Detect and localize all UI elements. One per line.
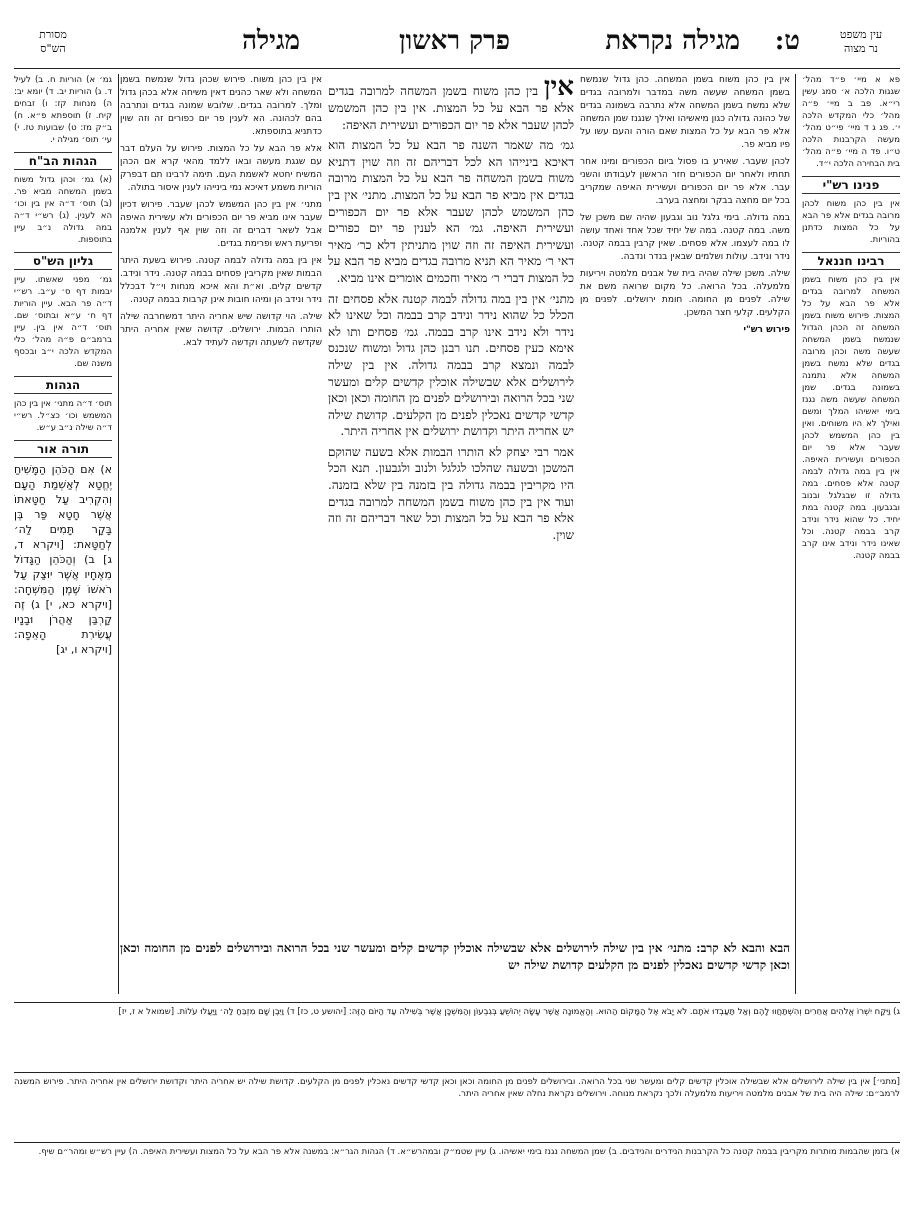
- footnote-mishnah-commentary: [מתני׳] אין בין שילה לירושלים אלא שבשילה אוכלין קדשים קלים ומעשר שני בכל הרואה. ובירושלים לפנים מן החומה וכאן וכאן קדשי קדשים נאכלין לפנים מן הקלעים. קדושת שילה יש אחריה היתר וקדושת ירושלים אין אחריה היתר. פירוש המשנה לרמב״ם: שילה היה בית של אבנים מלמטה ויריעות מלמעלה ולכך נקראת מנוחה. וירושלים נקראת נחלה שאין אחריה היתר.: [14, 1077, 900, 1099]
- rashi-margin-heading: פנינו רש"י: [802, 176, 900, 194]
- footnote-divider-2: [14, 1072, 900, 1073]
- tosafot-paragraph: אלא פר הבא על כל המצות. פירוש על העלם דבר עם שגגת מעשה ובאו ללמד מהאי קרא אם הכהן המשיח יחטא לאשמת העם. תימה לרבינו תם דבפרק הוריות משמע דאיכא נמי בינייהו לענין איסור בתולה.: [120, 144, 322, 193]
- rabbeinu-chananel-text: אין בין כהן משוח בשמן המשחה למרובה בגדים אלא פר הבא על כל המצות. פירוש משוח בשמן המשחה זה הכהן הגדול שנמשח בשמן המשחה שעשה משה וכהן מרובה בגדים שלא נמשח בשמן המשחה אלא נתמנה בשמונה בגדים. שמן המשחה שעשה משה נגנז בימי יאשיהו המלך ומשם ואילך לא היו משוחים. ואין בין כהן המשמש לכהן שעבר אלא פר יום הכפורים ועשירית האיפה. אין בין במה גדולה לבמה קטנה אלא פסחים. במה גדולה זו שבגלגל ובנוב ובגבעון. במה קטנה במת יחיד. כל שהוא נידר ונידב קרב בבמה קטנה. וכל שאינו נידר ונידב אינו קרב בבמה קטנה.: [802, 275, 900, 561]
- rashi-column: [580, 74, 790, 994]
- rashi-paragraph: אין בין כהן משוח בשמן המשחה. כהן גדול שנמשח בשמן המשחה שעשה משה במדבר ולמרובה בגדים שלא נמשח בשמן המשחה אלא נתרבה בשמונה בגדים של כהונה גדולה כגון מיאשיהו ואילך שנגנז שמן המשחה אלא פר הבא על כל המצות שאם הורה והעם עשו על פיו מביא פר.: [580, 75, 790, 150]
- gilyon-hashas-text: גמ׳ מפני שאשתו. עיין יבמות דף ס׳ ע״ב. רש״י ד״ה פר הבא. עיין הוריות דף ח׳ ע״א ובתוס׳ שם. תוס׳ ד״ה אין בין. עיין ברמב״ם פ״ה מהל׳ כלי המקדש הלכה י״ב ובכסף משנה שם.: [14, 275, 112, 369]
- header-divider: [14, 68, 900, 69]
- footnote-divider: [14, 1002, 900, 1003]
- mishnah-opening: [328, 74, 574, 133]
- masoret-hashas-text: גמ׳ א) הוריות ח. ב) לעיל ד. ג) הוריות יב. ד) יומא יב: ה) מנחות קז: ו) זבחים קיח. ז) תוספתא פ״א. ח) ב״ק מז: ט) שבועות טז. י) עי׳ תוס׳ מגילה י.: [14, 75, 112, 145]
- left-margin-rule: [118, 74, 119, 994]
- ein-mishpat-text: פא א מיי׳ פ״ד מהל׳ שגגות הלכה א׳ סמג עשין רי״א. פב ב מיי׳ פ״ה מהל׳ כלי המקדש הלכה י׳. פג ג ד מיי׳ פי״ט מהל׳ מעשה הקרבנות הלכה ט״ו. פד ה מיי׳ פ״ה מהל׳ בית הבחירה הלכה י״ד.: [802, 75, 900, 169]
- opening-word: אין: [543, 74, 574, 102]
- tosafot-column: [120, 74, 322, 934]
- gemara-paragraph: אמר רבי יצחק לא הותרו הבמות אלא בשעה שהוקם המשכן ובשעה שהלכו לגלגל ולנוב ולגבעון. תנא הכל היו מקריבין בבמה גדולה בין בזמנה בין שלא בזמנה. ועוד אין בין כהן משוח בשמן המשחה למרובה בגדים אלא פר הבא על כל המצות וכל שאר דבריהם זה וזה שוין.: [328, 444, 574, 542]
- footnote-verses: ג) וַיִּקַּח יִשְׁרוֹ אֱלֹהִים אֲחֵרִים וְהִשְׁתַּחֲווּ לָהֶם וְאַל תַּעַבְדוּ אֹתָם. לֹא יָבֹא אֶל הַמָּקוֹם הַהוּא. וְהָאֱמוּנָה אֲשֶׁר עָשָׂה יְהוֹשֻׁעַ בְּגִבְעוֹן וְהַמִּשְׁכָּן אֲשֶׁר בְּשִׁילֹה עַד הַיּוֹם הַזֶּה: [יהושע ט, כז] ד) וַיִּבֶן שָׁם מִזְבֵּחַ לַה׳ וַיַּעֲלוּ עֹלוֹת. [שמואל א ז, יז]: [118, 1007, 900, 1017]
- mishnah-text: בין כהן משוח בשמן המשחה למרובה בגדים אלא פר הבא על כל המצות. אין בין כהן המשמש לכהן שעבר אלא פר יום הכפורים ועשירית האיפה:: [328, 84, 574, 132]
- chapter-title: פרק ראשון: [398, 26, 510, 56]
- gilyon-hashas-heading: גליון הש"ס: [14, 252, 112, 270]
- footnote-divider-3: [14, 1142, 900, 1143]
- rashi-paragraph: שילה. משכן שילה שהיה בית של אבנים מלמטה ויריעות מלמעלה. בכל הרואה. כל מקום שרואה משם את שילה. לפנים מן החומה. חומת ירושלים. לפנים מן הקלעים. קלעי חצר המשכן.: [580, 269, 790, 318]
- tosafot-paragraph: מתני׳ אין בין כהן המשמש לכהן שעבר. פירוש דכיון שעבר אינו מביא פר יום הכפורים ולא עשירית האיפה אבל לשאר דברים זה וזה שוין אף לענין אלמנה ופריעת ראש ופרימת בגדים.: [120, 200, 322, 249]
- masoret-corner-label: מסורת הש"ס: [39, 28, 67, 55]
- gemara-column: [328, 74, 574, 934]
- left-margin-column: [14, 74, 112, 994]
- tosafot-paragraph: שילה. הוי קדושה שיש אחריה היתר דמשחרבה שילה הותרו הבמות. ירושלים. קדושה שאין אחריה היתר שקדשה לשעתה וקדשה לעתיד לבא.: [120, 312, 322, 348]
- page-header: [14, 22, 900, 68]
- ein-mishpat-corner-label: עין משפט נר מצוה: [839, 28, 883, 55]
- hagahot-bach-text: (א) גמ׳ וכהן גדול משוח בשמן המשחה מביא פר. (ב) תוס׳ ד״ה אין בין וכו׳ הא לענין. (ג) רש״י ד״ה במה גדולה נ״ב עיין בתוספות.: [14, 175, 112, 245]
- rashi-heading: פירוש רש"י: [743, 325, 790, 335]
- torah-or-heading: תורה אור: [14, 440, 112, 458]
- rashi-paragraph: לכהן שעבר. שאירע בו פסול ביום הכפורים ומינו אחר תחתיו ולאחר יום הכפורים חזר הראשון לעבודתו והשני עבר. אלא פר יום הכפורים ועשירית האיפה שמקריב בכל יום מחצה בבקר ומחצה בערב.: [580, 157, 790, 206]
- right-margin-column: [802, 74, 900, 994]
- torah-or-text: א) אִם הַכֹּהֵן הַמָּשִׁיחַ יֶחֱטָא לְאַשְׁמַת הָעָם וְהִקְרִיב עַל חַטָּאתוֹ אֲשֶׁר חָטָא פַּר בֶּן בָּקָר תָּמִים לַה׳ לְחַטָּאת: [ויקרא ד, ג] ב) וְהַכֹּהֵן הַגָּדוֹל מֵאֶחָיו אֲשֶׁר יוּצַק עַל רֹאשׁוֹ שֶׁמֶן הַמִּשְׁחָה: [ויקרא כא, י] ג) זֶה קָרְבַּן אַהֲרֹן וּבָנָיו עֲשִׂירִת הָאֵפָה: [ויקרא ו, יג]: [14, 463, 112, 656]
- tractate-name: מגילה: [242, 26, 300, 56]
- gemara-paragraph: גמ׳ מה שאמר השנה פר הבא על כל המצות הוא דאיכא בינייהו הא לכל דבריהם זה וזה שוין דתניא משוח בשמן המשחה פר הבא על כל המצות מרובה בגדים אין מביא פר הבא על כל המצות. מתני׳ אין בין כהן המשמש לכהן שעבר אלא פר יום הכפורים ועשירית האיפה. גמ׳ הא לענין פר יום כפורים ועשירית האיפה זה וזה שוין מתניתין דלא כר׳ מאיר דאי ר׳ מאיר הא תניא מרובה בגדים מביא פר הבא על כל המצות דברי ר׳ מאיר וחכמים אומרים אינו מביא.: [328, 138, 574, 285]
- hagahot-bach-heading: הגהות הב"ח: [14, 152, 112, 170]
- daf-label: ט:: [774, 26, 800, 56]
- hagahot-text: תוס׳ ד״ה מתני׳ אין בין כהן המשמש וכו׳ כצ״ל. רש״י ד״ה שילה נ״ב ע״ש.: [14, 399, 112, 433]
- gemara-closing-lines: הבא והבא לא קרב: מתני׳ אין בין שילה לירושלים אלא שבשילה אוכלין קדשים קלים ומעשר שני בכל הרואה ובירושלים לפנים מן החומה וכאן וכאן קדשי קדשים נאכלין לפנים מן הקלעים קדושת שילה יש: [120, 941, 790, 972]
- tractate-subtitle: מגילה נקראת: [605, 26, 740, 56]
- rashi-margin-text: אין בין כהן משוח לכהן מרובה בגדים אלא פר הבא על כל המצות כדתנן בהוריות.: [802, 199, 900, 245]
- footnote-glosses: א) בזמן שהבמות מותרות מקריבין בבמה קטנה כל הקרבנות הנידרים והנידבים. ב) שמן המשחה נגנז בימי יאשיהו. ג) עיין שטמ״ק ובמהרש״א. ד) הגהות הגר״א: במשנה אלא פר הבא על כל המצות ועשירית האיפה. ה) עיין רש״ש ומהר״ם שיף.: [38, 1147, 900, 1157]
- rabbeinu-chananel-heading: רבינו חננאל: [802, 252, 900, 270]
- rashi-paragraph: במה גדולה. בימי גלגל נוב וגבעון שהיה שם משכן של משה. במה קטנה. במה של יחיד שכל אחד ואחד עושה לו במה לעצמו. אלא פסחים. שאין קרבין בבמה קטנה. נידר ונידב. עולות ושלמים שבאין בנדר ונדבה.: [580, 213, 790, 262]
- talmud-page: [14, 22, 900, 1197]
- hagahot-heading: הגהות: [14, 376, 112, 394]
- tosafot-paragraph: אין בין כהן משוח. פירוש שכהן גדול שנמשח בשמן המשחה ולא שאר כהנים דאין משיחה אלא בכהן גדול ומלך. למרובה בגדים. שלובש שמונה בגדים ונתרבה בהם לכהונה. הא לענין פר יום כפורים זה וזה שוין כדתניא בתוספתא.: [120, 75, 322, 137]
- tosafot-paragraph: אין בין במה גדולה לבמה קטנה. פירוש בשעת היתר הבמות שאין מקריבין פסחים בבמה קטנה. נידר ונידב. קדשים קלים. וא״ת והא איכא מנחות וי״ל דבכלל נידר ונידב הן ומיהו חובות אינן קרבות בבמה קטנה.: [120, 256, 322, 305]
- gemara-paragraph: מתני׳ אין בין במה גדולה לבמה קטנה אלא פסחים זה הכלל כל שהוא נידר ונידב קרב בבמה וכל שאינו לא נידר ולא נידב אינו קרב בבמה. גמ׳ פסחים ותו לא אימא כעין פסחים. תנו רבנן כהן גדול ומשוח שנכנס לבמה ונמצא קרב בבמה גדולה. אין בין שילה לירושלים אלא שבשילה אוכלין קדשים קלים ומעשר שני בכל הרואה ובירושלים לפנים מן החומה וכאן וכאן קדשי קדשים נאכלין לפנים מן הקלעים. קדושת שילה יש אחריה היתר וקדושת ירושלים אין אחריה היתר.: [328, 291, 574, 439]
- right-margin-rule: [795, 74, 796, 994]
